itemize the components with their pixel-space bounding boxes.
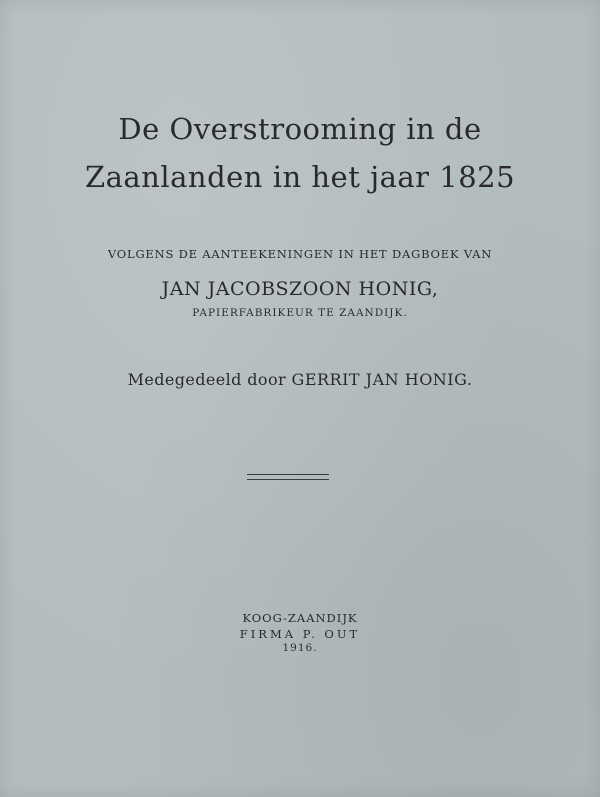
imprint-publisher: FIRMA P. OUT bbox=[239, 627, 361, 641]
imprint-year: 1916. bbox=[282, 642, 318, 654]
decorative-rule bbox=[247, 474, 329, 480]
title-line-1: De Overstrooming in de bbox=[118, 112, 482, 146]
communicated-prefix: Medegedeeld door bbox=[127, 370, 287, 389]
author-name: JAN JACOBSZOON HONIG, bbox=[161, 278, 439, 300]
imprint-place: KOOG-ZAANDIJK bbox=[242, 611, 358, 625]
subtitle: VOLGENS DE AANTEEKENINGEN IN HET DAGBOEK VAN bbox=[107, 247, 493, 261]
communicated-name: GERRIT JAN HONIG. bbox=[291, 370, 473, 389]
author-occupation: PAPIERFABRIKEUR TE ZAANDIJK. bbox=[192, 307, 408, 319]
title-line-2: Zaanlanden in het jaar 1825 bbox=[84, 160, 516, 194]
communicated-by bbox=[0, 370, 600, 389]
